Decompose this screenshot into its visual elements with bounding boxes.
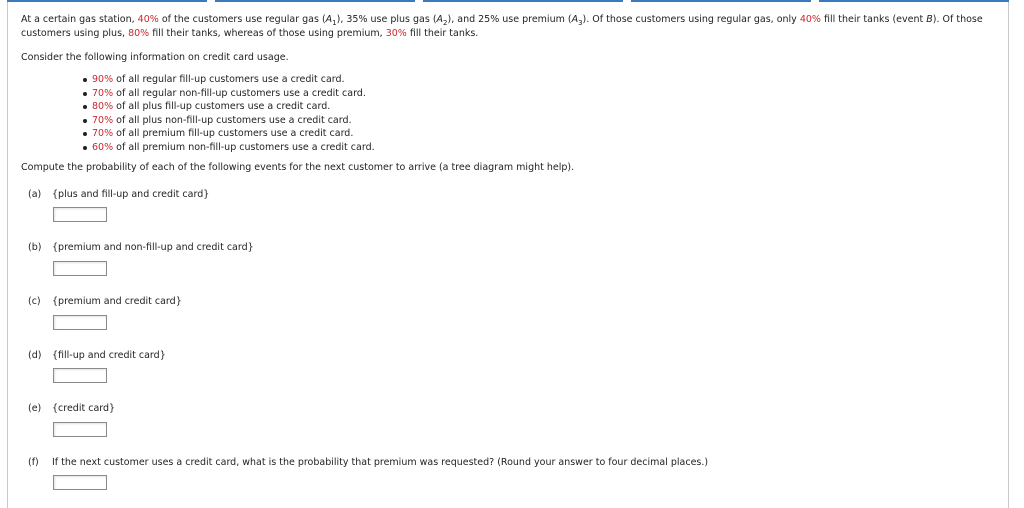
question-body bbox=[21, 13, 996, 175]
fact-item bbox=[92, 141, 996, 155]
part-d-label bbox=[28, 350, 166, 361]
event-a1-var: A bbox=[325, 14, 333, 25]
fact-percent: 70% bbox=[92, 114, 114, 126]
intro-text: fill their tanks (event bbox=[820, 14, 927, 25]
tab-indicator bbox=[819, 0, 1009, 2]
part-question: {fill-up and credit card} bbox=[52, 350, 166, 361]
fact-text: of all plus fill-up customers use a credit card. bbox=[113, 101, 331, 112]
event-b-var: B bbox=[926, 14, 933, 25]
fact-percent: 80% bbox=[92, 101, 114, 112]
fact-text: of all plus non-fill-up customers use a credit card. bbox=[113, 114, 352, 126]
fact-item bbox=[92, 127, 996, 141]
fact-percent: 90% bbox=[92, 74, 114, 85]
premium-fill-percent: 30% bbox=[385, 28, 407, 39]
part-letter: (c) bbox=[28, 296, 41, 307]
problem-statement bbox=[21, 13, 996, 41]
top-tab-strip bbox=[7, 0, 1009, 3]
fact-text: of all regular non-fill-up customers use a credit card. bbox=[113, 87, 366, 99]
fact-text: of all regular fill-up customers use a credit card. bbox=[113, 74, 345, 85]
tab-indicator bbox=[7, 0, 207, 2]
part-question: {premium and non-fill-up and credit card} bbox=[52, 242, 254, 253]
fact-item bbox=[92, 100, 996, 114]
intro-text: fill their tanks. bbox=[406, 28, 479, 39]
answer-input-e[interactable] bbox=[53, 422, 107, 437]
compute-instructions: Compute the probability of each of the following events for the next customer to arrive (a tree diagram might help). bbox=[21, 162, 575, 173]
regular-percent: 40% bbox=[137, 14, 159, 25]
answer-input-d[interactable] bbox=[53, 368, 107, 383]
tab-indicator bbox=[423, 0, 623, 2]
fact-percent: 70% bbox=[92, 87, 114, 99]
fact-item bbox=[92, 87, 996, 101]
part-b-label bbox=[28, 242, 254, 253]
intro-text: ), and 25% use premium ( bbox=[447, 14, 572, 25]
intro-text: of the customers use regular gas ( bbox=[158, 14, 326, 25]
intro-text: ). Of those customers using regular gas, only bbox=[582, 14, 800, 25]
answer-input-b[interactable] bbox=[53, 261, 107, 276]
part-letter: (b) bbox=[28, 242, 42, 253]
event-a2-var: A bbox=[436, 14, 444, 25]
fact-item bbox=[92, 73, 996, 87]
fact-percent: 70% bbox=[92, 128, 114, 139]
fact-text: of all premium non-fill-up customers use a credit card. bbox=[113, 141, 375, 153]
event-a3-var: A bbox=[571, 14, 579, 25]
part-letter: (f) bbox=[28, 457, 39, 468]
answer-input-f[interactable] bbox=[53, 475, 107, 490]
part-letter: (e) bbox=[28, 403, 42, 414]
part-question: {credit card} bbox=[52, 403, 116, 414]
consider-text: Consider the following information on credit card usage. bbox=[21, 52, 289, 63]
intro-text: ). Of those customers using plus, bbox=[21, 14, 983, 39]
event-a2-sub: 2 bbox=[443, 18, 448, 27]
plus-fill-percent: 80% bbox=[128, 28, 150, 39]
intro-text: ), 35% use plus gas ( bbox=[336, 14, 437, 25]
part-question: {plus and fill-up and credit card} bbox=[52, 189, 210, 200]
tab-indicator bbox=[215, 0, 415, 2]
part-e-label bbox=[28, 403, 115, 414]
intro-text: fill their tanks, whereas of those using premium, bbox=[149, 28, 386, 39]
intro-text: At a certain gas station, bbox=[21, 14, 138, 25]
part-question: If the next customer uses a credit card, what is the probability that premium was requested? (Round your answer to four decimal places.) bbox=[52, 457, 709, 468]
part-letter: (a) bbox=[28, 189, 42, 200]
part-letter: (d) bbox=[28, 350, 42, 361]
fact-percent: 60% bbox=[92, 141, 114, 153]
part-c-label bbox=[28, 296, 182, 307]
fact-text: of all premium fill-up customers use a credit card. bbox=[113, 128, 354, 139]
part-f-label bbox=[28, 457, 708, 468]
event-a1-sub: 1 bbox=[332, 18, 337, 27]
part-question: {premium and credit card} bbox=[52, 296, 182, 307]
answer-input-c[interactable] bbox=[53, 315, 107, 330]
answer-input-a[interactable] bbox=[53, 207, 107, 222]
tab-indicator bbox=[631, 0, 811, 2]
part-a-label bbox=[28, 189, 209, 200]
event-a3-sub: 3 bbox=[578, 18, 583, 27]
credit-card-facts-list bbox=[21, 73, 996, 154]
regular-fill-percent: 40% bbox=[799, 14, 821, 25]
fact-item bbox=[92, 114, 996, 128]
